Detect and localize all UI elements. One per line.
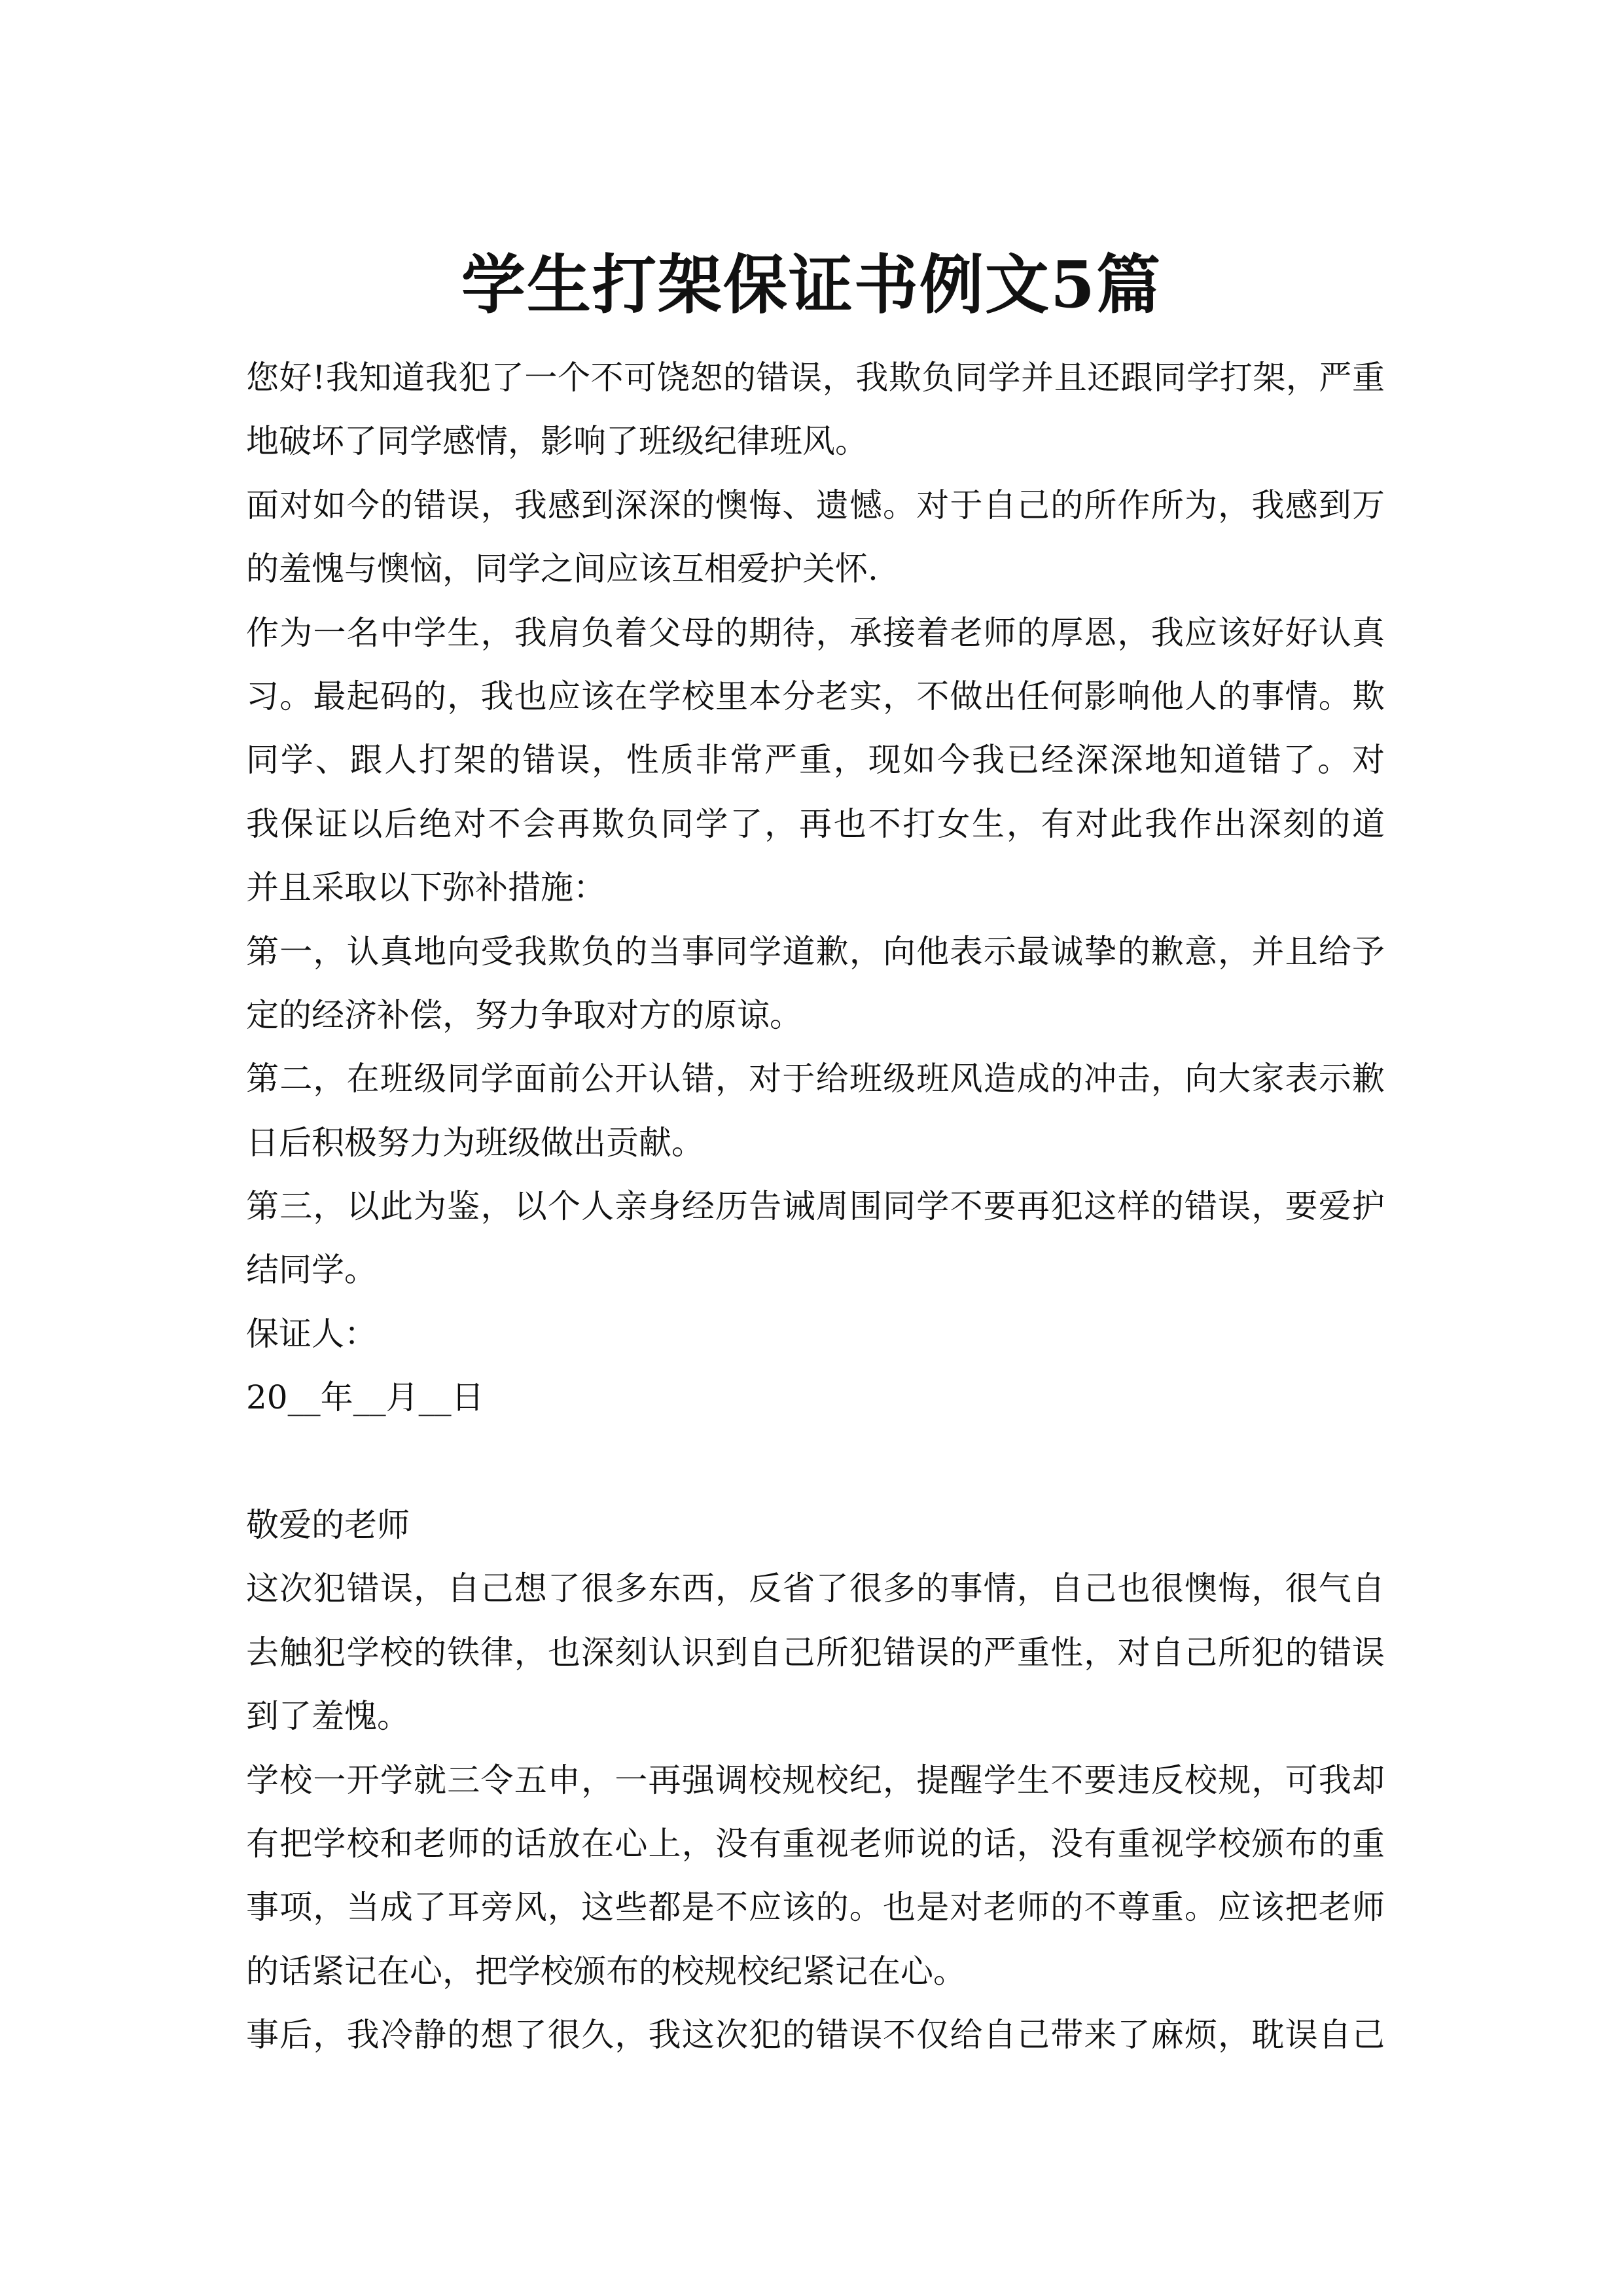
text-line: 地破坏了同学感情，影响了班级纪律班风。	[246, 422, 868, 461]
text-line: 同学、跟人打架的错误，性质非常严重，现如今我已经深深地知道错了。对	[246, 741, 1385, 780]
text-line: 日后积极努力为班级做出贡献。	[246, 1123, 704, 1162]
text-line: 第二，在班级同学面前公开认错，对于给班级班风造成的冲击，向大家表示歉	[246, 1060, 1385, 1098]
letter-salutation: 敬爱的老师	[246, 1506, 410, 1545]
text-line: 第一，认真地向受我欺负的当事同学道歉，向他表示最诚挚的歉意，并且给予	[246, 932, 1385, 971]
text-line: 的羞愧与懊恼，同学之间应该互相爱护关怀.	[246, 550, 878, 588]
text-line: 面对如今的错误，我感到深深的懊悔、遗憾。对于自己的所作所为，我感到万	[246, 486, 1385, 524]
text-line: 事后，我冷静的想了很久，我这次犯的错误不仅给自己带来了麻烦，耽误自己	[246, 2016, 1385, 2054]
text-line: 去触犯学校的铁律，也深刻认识到自己所犯错误的严重性，对自己所犯的错误	[246, 1633, 1385, 1672]
document-body	[246, 346, 1385, 2068]
text-line: 保证人：	[246, 1314, 377, 1353]
text-line: 习。最起码的，我也应该在学校里本分老实，不做出任何影响他人的事情。欺	[246, 677, 1385, 715]
text-line: 作为一名中学生，我肩负着父母的期待，承接着老师的厚恩，我应该好好认真	[246, 613, 1385, 652]
section-gap	[246, 1430, 1385, 1494]
text-line: 我保证以后绝对不会再欺负同学了，再也不打女生，有对此我作出深刻的道	[246, 804, 1385, 843]
text-line: 的话紧记在心，把学校颁布的校规校纪紧记在心。	[246, 1952, 966, 1990]
text-line: 定的经济补偿，努力争取对方的原谅。	[246, 996, 802, 1034]
text-line: 第三，以此为鉴，以个人亲身经历告诫周围同学不要再犯这样的错误，要爱护	[246, 1187, 1385, 1226]
text-line: 有把学校和老师的话放在心上，没有重视老师说的话，没有重视学校颁布的重	[246, 1824, 1385, 1863]
text-line: 到了羞愧。	[246, 1697, 410, 1736]
text-line: 这次犯错误，自己想了很多东西，反省了很多的事情，自己也很懊悔，很气自	[246, 1570, 1385, 1608]
text-line: 事项，当成了耳旁风，这些都是不应该的。也是对老师的不尊重。应该把老师	[246, 1888, 1385, 1927]
text-line: 20__年__月__日	[246, 1378, 484, 1417]
document-title: 学生打架保证书例文5篇	[461, 247, 1162, 323]
text-line: 学校一开学就三令五申，一再强调校规校纪，提醒学生不要违反校规，可我却	[246, 1761, 1385, 1799]
text-line: 结同学。	[246, 1251, 377, 1289]
text-line: 您好!我知道我犯了一个不可饶恕的错误，我欺负同学并且还跟同学打架，严重	[246, 359, 1385, 397]
text-line: 并且采取以下弥补措施：	[246, 869, 606, 907]
